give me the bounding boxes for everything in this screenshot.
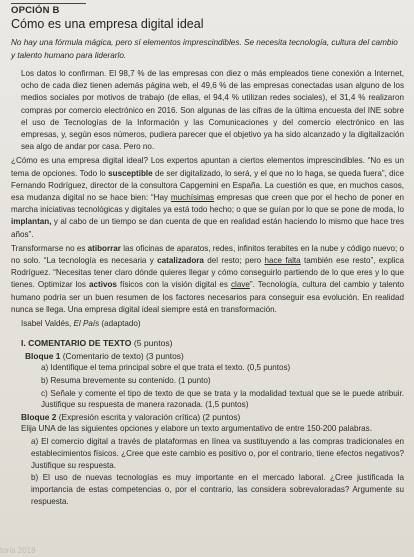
question-item: c) Señale y comente el tipo de texto de que se trata y la modalidad textual que se le puede atribuir. Justifique su respuesta de manera razonada. (1,5 puntos) bbox=[41, 388, 404, 410]
p2-bold-word: implantan, bbox=[11, 217, 52, 227]
p3-underlined-word: clave bbox=[231, 280, 250, 290]
p3-text: las oficinas de aparatos, redes, infinitos terabites en la nube y código nuevo; o no solo. “La tecnología es necesaria y bbox=[11, 243, 404, 266]
p2-underlined-word: muchísimas bbox=[170, 193, 215, 203]
section-title: I. COMENTARIO DE TEXTO bbox=[21, 338, 132, 349]
bloque-2-label: Bloque 2 bbox=[21, 412, 57, 423]
question-item: b) El uso de nuevas tecnologías es muy importante en el mercado laboral. ¿Cree justificada la importancia de estas competencias o, por el contrario, las considera sobrevaloradas? Argumente su respuesta. bbox=[31, 473, 404, 507]
source-note: (adaptado) bbox=[99, 319, 141, 329]
p3-text: también ese resto”, explica Rodríguez. “Necesitas tener claro dónde quieres llegar y cómo conseguirlo partiendo de lo que eres y lo que tienes. Optimizar los bbox=[11, 256, 404, 290]
section-points: (5 puntos) bbox=[131, 338, 173, 349]
p3-bold-word: atiborrar bbox=[87, 243, 121, 253]
p3-bold-word: activos bbox=[89, 280, 117, 290]
bloque-2-heading bbox=[21, 412, 404, 422]
p3-text: del resto; pero bbox=[203, 256, 265, 266]
p2-bold-word: susceptible bbox=[108, 168, 153, 178]
p2-text: ¿Cómo es una empresa digital ideal? Los expertos apuntan a ciertos elementos imprescindibles. “No es un tema de opciones. Todo lo bbox=[11, 156, 404, 178]
p3-text: ”. Tecnología, cultura del cambio y talento humano podría ser un buen resumen de los factores necesarios para conseguir esa evolución. En realidad nunca se llega. Una empresa digital ideal siempre está en transformación. bbox=[11, 280, 404, 314]
paragraph-1: Los datos lo confirman. El 98,7 % de las empresas con diez o más empleados tiene conexión a Internet, ocho de cada diez tienen además página web, el 49,6 % de las empresas conectadas usan alguno de los medios sociales por motivos de trabajo (de ellas, el 94,4 % utilizan redes sociales), el 31,4 % realizaron compras por comercio electrónico en 2016. Son algunas de las cifras de la última encuesta del INE sobre el uso de Tecnologías de la Información y las Comunicaciones y del comercio electrónico en las empresas, y, según esos números, pudiera parecer que el objetivo ya ha sido alcanzado y la digitalización sea algo de andar por casa. Pero no. bbox=[21, 69, 404, 152]
bloque-2-intro: Elija UNA de las siguientes opciones y elabore un texto argumentativo de entre 150-200 palabras. bbox=[21, 424, 372, 434]
p2-text: y al cabo de un tiempo se dan cuenta de que en realidad están haciendo lo mismo que hace tres años”. bbox=[11, 217, 404, 239]
p2-text: de ser digitalizado, lo será, y el que no lo haga, se queda fuera”, dice Fernando Rodríguez, director de la consultora Capgemini en España. La cuestión es que, en muchos casos, esa mudanza digital no se hace bien: “Hay bbox=[11, 168, 405, 203]
footer-watermark: toria 2018 bbox=[0, 546, 36, 555]
bloque-1-heading bbox=[25, 351, 404, 361]
article-source bbox=[21, 318, 404, 330]
paragraph-2 bbox=[11, 155, 404, 240]
source-publication: El País bbox=[73, 319, 100, 329]
p3-text: Transformarse no es bbox=[11, 243, 88, 253]
paragraph-3 bbox=[11, 243, 404, 316]
bloque-2-desc: (Expresión escrita y valoración crítica) (2 puntos) bbox=[56, 412, 241, 423]
article-title: Cómo es una empresa digital ideal bbox=[11, 17, 204, 31]
bloque-1-label: Bloque 1 bbox=[25, 351, 61, 362]
bloque-1-desc: (Comentario de texto) (3 puntos) bbox=[60, 351, 184, 362]
header-rule bbox=[11, 3, 86, 4]
p3-bold-word: catalizadora bbox=[157, 256, 204, 266]
p3-underlined-word: hace falta bbox=[264, 256, 301, 266]
section-heading bbox=[21, 338, 404, 348]
article-lead: No hay una fórmula mágica, pero sí elementos imprescindibles. Se necesita tecnología, cultura del cambio y talento humano para liderarlo. bbox=[11, 38, 398, 60]
p2-text: empresas que creen que por el hecho de poner en marcha iniciativas tecnológicas y digitales ya está todo hecho; o que se guían por lo que se pone de moda, lo bbox=[11, 193, 404, 215]
question-item: a) El comercio digital a través de plataformas en línea va sustituyendo a las compras tradicionales en establecimientos físicos. ¿Cree que este cambio es positivo o, por el contrario, tiene efectos negativos? Justifique su respuesta. bbox=[31, 437, 404, 470]
option-label: OPCIÓN B bbox=[11, 5, 60, 16]
p3-text: físicos con la visión digital es bbox=[116, 280, 231, 290]
question-item: a) Identifique el tema principal sobre el que trata el texto. (0,5 puntos) bbox=[41, 363, 291, 373]
source-author: Isabel Valdés, bbox=[21, 319, 74, 329]
question-item: b) Resuma brevemente su contenido. (1 punto) bbox=[41, 375, 211, 385]
